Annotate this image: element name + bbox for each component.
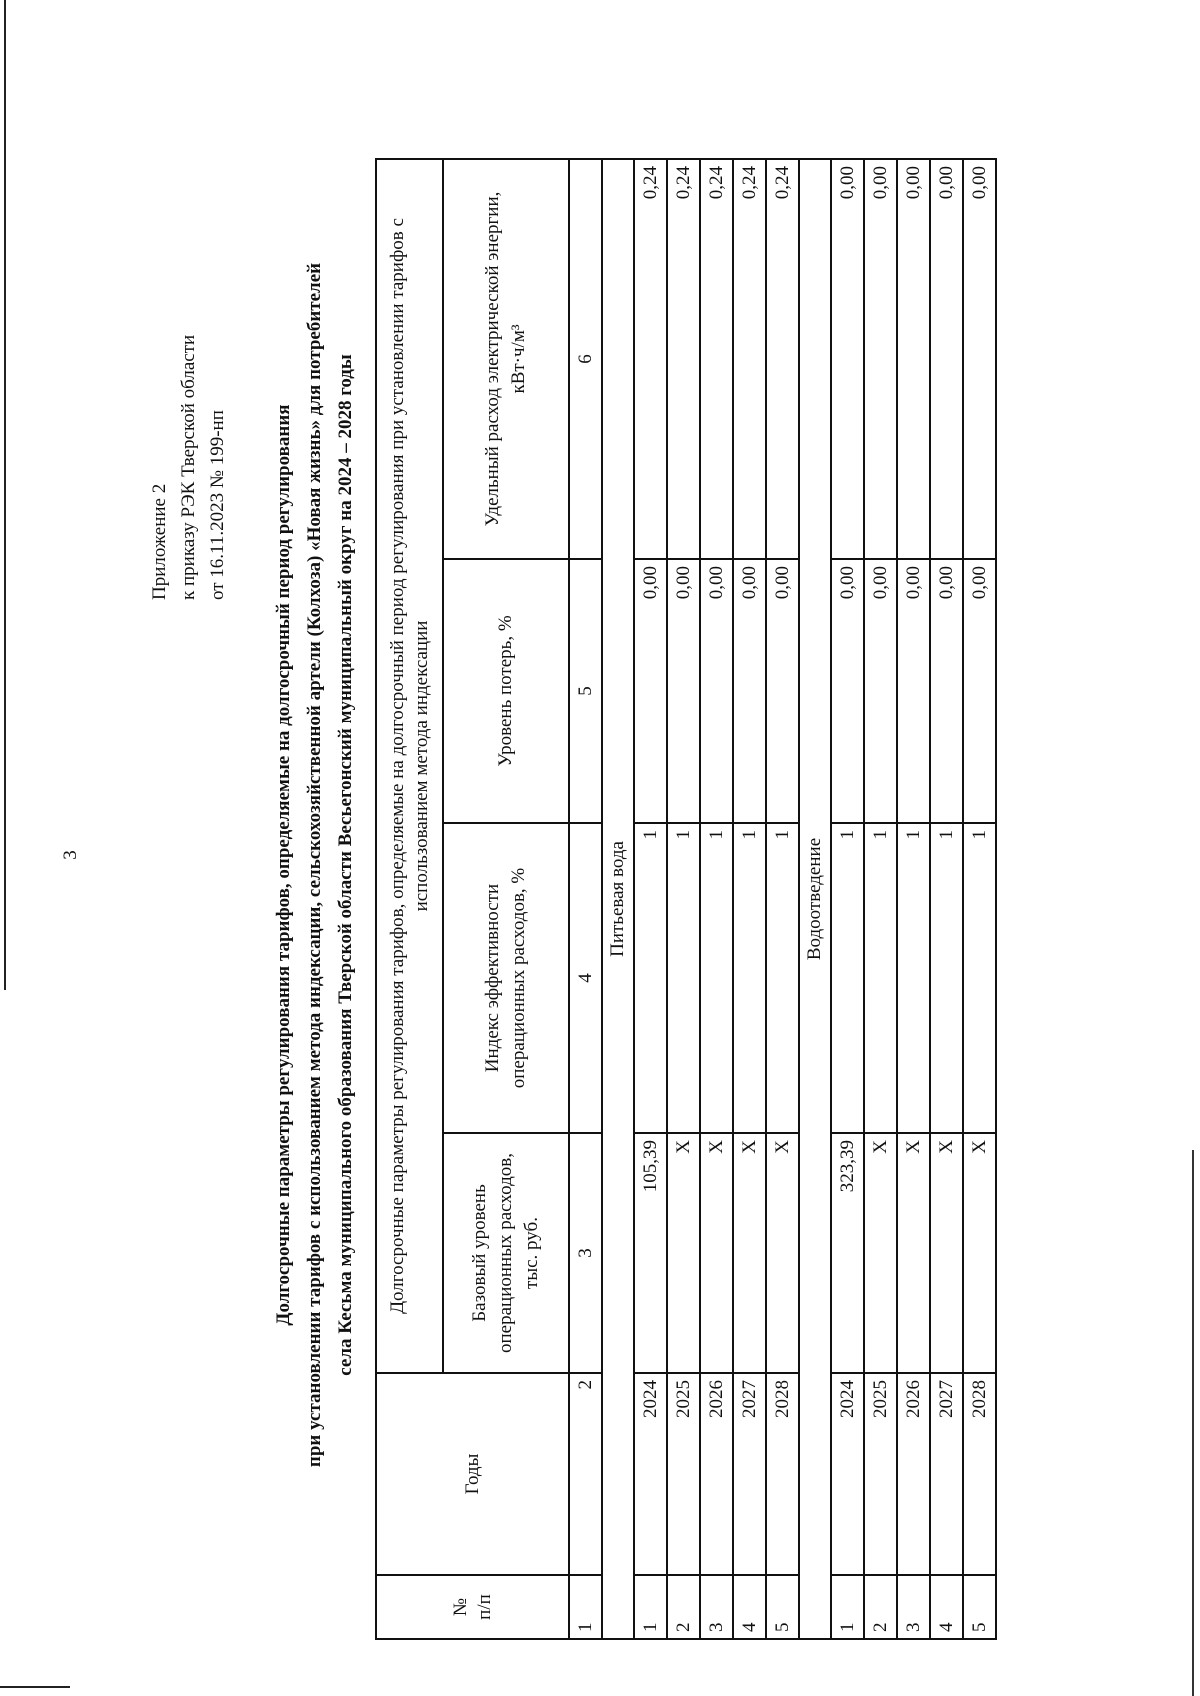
section-row (602, 159, 634, 1639)
page-number: 3 (60, 850, 81, 860)
efficiency-index-cell: 1 (831, 823, 864, 1133)
column-number: 4 (569, 823, 602, 1133)
efficiency-index-cell: 1 (864, 823, 897, 1133)
efficiency-index-cell: 1 (766, 823, 799, 1133)
title-line: Долгосрочные параметры регулирования тарифов, определяемые на долгосрочный период регулирования (273, 404, 294, 1326)
row-number-cell: 1 (831, 1575, 864, 1639)
energy-cell: 0,24 (700, 159, 733, 559)
column-numbers-row (569, 159, 602, 1639)
title-line: при установлении тарифов с использованием метода индексации, сельскохозяйственной артели (Колхоза) «Новая жизнь» для потребителей (304, 262, 325, 1468)
table-row (930, 159, 963, 1639)
energy-cell: 0,00 (897, 159, 930, 559)
row-number-cell: 4 (930, 1575, 963, 1639)
year-cell: 2024 (634, 1373, 667, 1575)
year-cell: 2027 (930, 1373, 963, 1575)
base-level-cell: Х (667, 1133, 700, 1373)
table-body (569, 159, 996, 1639)
losses-cell: 0,00 (667, 559, 700, 823)
row-number-cell: 5 (766, 1575, 799, 1639)
header-group: Долгосрочные параметры регулирования тарифов, определяемые на долгосрочный период регулирования при установлении тарифов с использованием метода индексации (376, 159, 443, 1373)
table-row (634, 159, 667, 1639)
header-energy: Удельный расход электрической энергии, кВт·ч/м³ (443, 159, 569, 559)
year-cell: 2026 (897, 1373, 930, 1575)
table-row (963, 159, 996, 1639)
losses-cell: 0,00 (634, 559, 667, 823)
year-cell: 2026 (700, 1373, 733, 1575)
energy-cell: 0,24 (733, 159, 766, 559)
section-row (799, 159, 831, 1639)
year-cell: 2027 (733, 1373, 766, 1575)
base-level-cell: Х (733, 1133, 766, 1373)
base-level-cell: Х (766, 1133, 799, 1373)
document-title (268, 100, 361, 1630)
section-title: Питьевая вода (602, 159, 634, 1639)
column-number: 3 (569, 1133, 602, 1373)
base-level-cell: Х (700, 1133, 733, 1373)
header-years: Годы (376, 1373, 569, 1575)
losses-cell: 0,00 (864, 559, 897, 823)
row-number-cell: 5 (963, 1575, 996, 1639)
year-cell: 2024 (831, 1373, 864, 1575)
header-number-line: № (449, 1597, 471, 1617)
efficiency-index-cell: 1 (667, 823, 700, 1133)
losses-cell: 0,00 (930, 559, 963, 823)
energy-cell: 0,00 (930, 159, 963, 559)
document-page (50, 60, 1180, 1650)
losses-cell: 0,00 (897, 559, 930, 823)
parameters-table (375, 158, 997, 1640)
table-row (864, 159, 897, 1639)
energy-cell: 0,24 (766, 159, 799, 559)
appendix-note (145, 335, 232, 600)
table-row (897, 159, 930, 1639)
base-level-cell: 105,39 (634, 1133, 667, 1373)
title-line: села Кесьма муниципального образования Тверской области Весьегонский муниципальный округ на 2024 – 2028 годы (335, 354, 356, 1376)
row-number-cell: 3 (700, 1575, 733, 1639)
energy-cell: 0,00 (963, 159, 996, 559)
efficiency-index-cell: 1 (700, 823, 733, 1133)
row-number-cell: 2 (864, 1575, 897, 1639)
row-number-cell: 2 (667, 1575, 700, 1639)
header-number-line: п/п (473, 1594, 495, 1620)
header-base-level: Базовый уровень операционных расходов, тыс. руб. (443, 1133, 569, 1373)
row-number-cell: 1 (634, 1575, 667, 1639)
scan-edge-bottom (0, 1686, 70, 1688)
table-row (831, 159, 864, 1639)
base-level-cell: Х (963, 1133, 996, 1373)
scan-edge-right (1192, 1150, 1194, 1696)
energy-cell: 0,24 (667, 159, 700, 559)
year-cell: 2028 (766, 1373, 799, 1575)
column-number: 2 (569, 1373, 602, 1575)
column-number: 5 (569, 559, 602, 823)
base-level-cell: Х (864, 1133, 897, 1373)
energy-cell: 0,00 (864, 159, 897, 559)
losses-cell: 0,00 (733, 559, 766, 823)
energy-cell: 0,24 (634, 159, 667, 559)
table-row (700, 159, 733, 1639)
column-number: 6 (569, 159, 602, 559)
header-losses: Уровень потерь, % (443, 559, 569, 823)
efficiency-index-cell: 1 (963, 823, 996, 1133)
year-cell: 2025 (864, 1373, 897, 1575)
year-cell: 2028 (963, 1373, 996, 1575)
efficiency-index-cell: 1 (733, 823, 766, 1133)
table-row (766, 159, 799, 1639)
year-cell: 2025 (667, 1373, 700, 1575)
scan-edge-left (4, 0, 6, 990)
efficiency-index-cell: 1 (897, 823, 930, 1133)
appendix-line: к приказу РЭК Тверской области (178, 334, 199, 600)
energy-cell: 0,00 (831, 159, 864, 559)
losses-cell: 0,00 (963, 559, 996, 823)
base-level-cell: Х (930, 1133, 963, 1373)
efficiency-index-cell: 1 (930, 823, 963, 1133)
column-number: 1 (569, 1575, 602, 1639)
losses-cell: 0,00 (831, 559, 864, 823)
base-level-cell: Х (897, 1133, 930, 1373)
section-title: Водоотведение (799, 159, 831, 1639)
table-row (733, 159, 766, 1639)
losses-cell: 0,00 (700, 559, 733, 823)
row-number-cell: 4 (733, 1575, 766, 1639)
losses-cell: 0,00 (766, 559, 799, 823)
appendix-line: Приложение 2 (149, 483, 170, 600)
efficiency-index-cell: 1 (634, 823, 667, 1133)
header-efficiency-index: Индекс эффективности операционных расходов, % (443, 823, 569, 1133)
table-row (667, 159, 700, 1639)
base-level-cell: 323,39 (831, 1133, 864, 1373)
row-number-cell: 3 (897, 1575, 930, 1639)
appendix-line: от 16.11.2023 № 199-нп (207, 410, 228, 600)
header-number (376, 1575, 569, 1639)
